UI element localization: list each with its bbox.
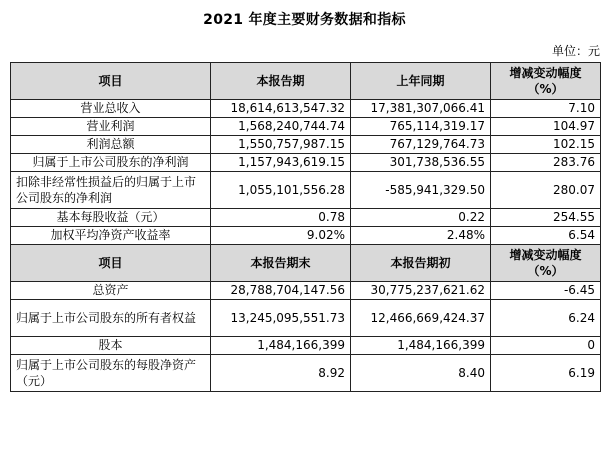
row-label: 扣除非经常性损益后的归属于上市公司股东的净利润 [11, 172, 211, 209]
table-row [11, 100, 601, 118]
row-label: 基本每股收益（元） [11, 209, 211, 227]
cell-value: 6.24 [491, 300, 601, 337]
row-label: 营业总收入 [11, 100, 211, 118]
cell-value: 1,055,101,556.28 [211, 172, 351, 209]
cell-value: 104.97 [491, 118, 601, 136]
cell-value: 28,788,704,147.56 [211, 282, 351, 300]
cell-value: 0 [491, 337, 601, 355]
header-current-period: 本报告期 [211, 63, 351, 100]
cell-value: 765,114,319.17 [351, 118, 491, 136]
cell-value: 17,381,307,066.41 [351, 100, 491, 118]
cell-value: 30,775,237,621.62 [351, 282, 491, 300]
cell-value: 301,738,536.55 [351, 154, 491, 172]
cell-value: 6.54 [491, 227, 601, 245]
cell-value: 283.76 [491, 154, 601, 172]
unit-label: 单位：元 [551, 44, 600, 58]
row-label: 归属于上市公司股东的净利润 [11, 154, 211, 172]
header-period-start: 本报告期初 [351, 245, 491, 282]
header-change-label: 增减变动幅度 [509, 66, 582, 80]
header-change-label: 增减变动幅度 [509, 248, 582, 262]
header-item: 项目 [11, 245, 211, 282]
header-change-unit: （%） [527, 264, 564, 278]
table-row [11, 355, 601, 392]
row-label: 股本 [11, 337, 211, 355]
row-label: 归属于上市公司股东的所有者权益 [11, 300, 211, 337]
header-prior-period: 上年同期 [351, 63, 491, 100]
table-row [11, 282, 601, 300]
table-row [11, 154, 601, 172]
table-header-row [11, 245, 601, 282]
cell-value: 13,245,095,551.73 [211, 300, 351, 337]
header-item: 项目 [11, 63, 211, 100]
header-change [491, 245, 601, 282]
cell-value: 0.78 [211, 209, 351, 227]
cell-value: 0.22 [351, 209, 491, 227]
table-row [11, 209, 601, 227]
row-label: 总资产 [11, 282, 211, 300]
page-title: 2021 年度主要财务数据和指标 [203, 12, 406, 28]
cell-value: 2.48% [351, 227, 491, 245]
table-row [11, 136, 601, 154]
header-change [491, 63, 601, 100]
cell-value: 1,157,943,619.15 [211, 154, 351, 172]
cell-value: 1,568,240,744.74 [211, 118, 351, 136]
row-label: 利润总额 [11, 136, 211, 154]
row-label: 归属于上市公司股东的每股净资产（元） [11, 355, 211, 392]
row-label: 营业利润 [11, 118, 211, 136]
table-row [11, 300, 601, 337]
table-header-row [11, 63, 601, 100]
cell-value: 8.40 [351, 355, 491, 392]
table-row [11, 172, 601, 209]
table-row [11, 227, 601, 245]
cell-value: 7.10 [491, 100, 601, 118]
cell-value: 280.07 [491, 172, 601, 209]
table-row [11, 118, 601, 136]
cell-value: 1,484,166,399 [351, 337, 491, 355]
cell-value: 767,129,764.73 [351, 136, 491, 154]
cell-value: 8.92 [211, 355, 351, 392]
financial-table [10, 62, 601, 392]
header-change-unit: （%） [527, 82, 564, 96]
cell-value: 6.19 [491, 355, 601, 392]
cell-value: 12,466,669,424.37 [351, 300, 491, 337]
cell-value: 9.02% [211, 227, 351, 245]
cell-value: 1,484,166,399 [211, 337, 351, 355]
header-period-end: 本报告期末 [211, 245, 351, 282]
cell-value: 18,614,613,547.32 [211, 100, 351, 118]
cell-value: 102.15 [491, 136, 601, 154]
cell-value: 1,550,757,987.15 [211, 136, 351, 154]
cell-value: 254.55 [491, 209, 601, 227]
cell-value: -585,941,329.50 [351, 172, 491, 209]
table-row [11, 337, 601, 355]
cell-value: -6.45 [491, 282, 601, 300]
row-label: 加权平均净资产收益率 [11, 227, 211, 245]
